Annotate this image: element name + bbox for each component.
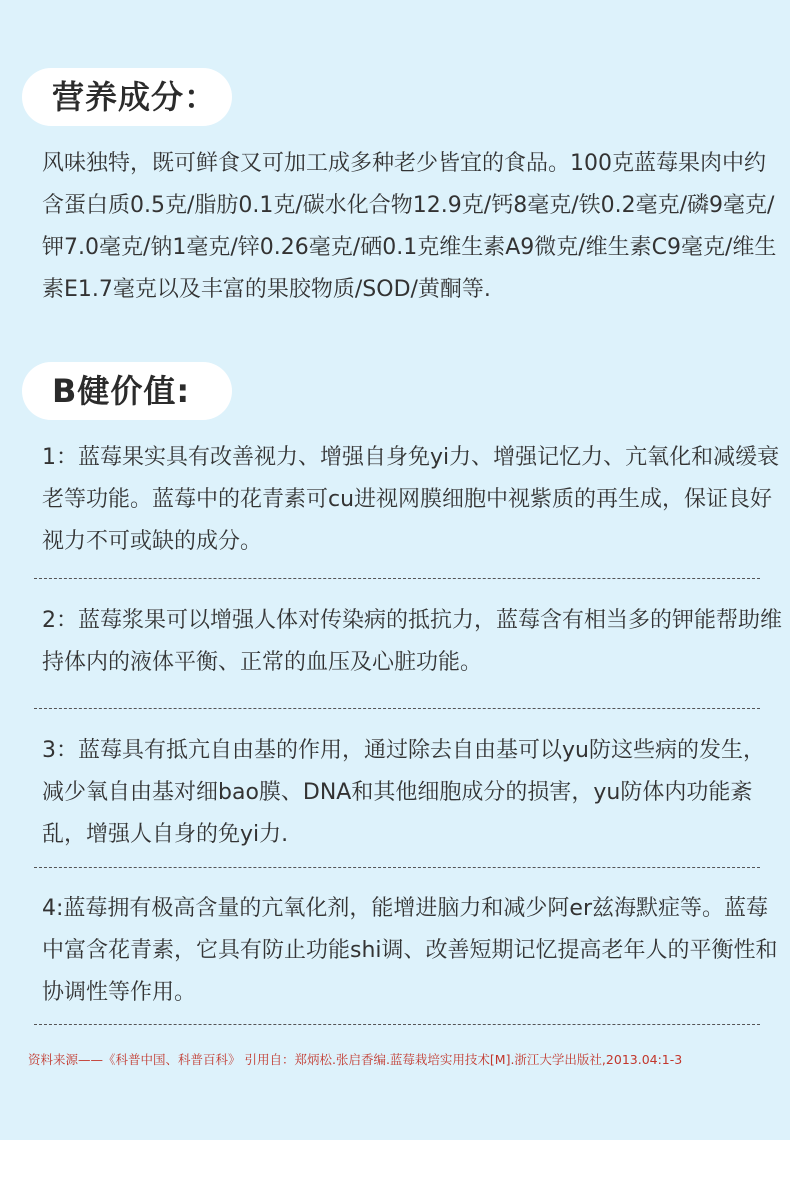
dashed-divider — [34, 1024, 760, 1025]
dashed-divider — [34, 578, 760, 579]
dashed-divider — [34, 867, 760, 868]
benefits-heading: B健价值: — [22, 362, 232, 420]
benefit-item-1: 1：蓝莓果实具有改善视力、增强自身免yi力、增强记忆力、亢氧化和减缓衰老等功能。蓝莓中的花青素可cu进视网膜细胞中视紫质的再生成，保证良好视力不可或缺的成分。 — [42, 445, 780, 554]
benefit-item-3: 3：蓝莓具有抵亢自由基的作用，通过除去自由基可以yu防这些病的发生，减少氧自由基对细bao膜、DNA和其他细胞成分的损害，yu防体内功能紊乱，增强人自身的免yi力. — [42, 738, 765, 847]
dashed-divider — [34, 708, 760, 709]
nutrition-heading: 营养成分： — [22, 68, 232, 126]
source-citation: 资料来源——《科普中国、科普百科》 引用自：郑炳松.张启香编.蓝莓栽培实用技术[M].浙江大学出版社,2013.04:1-3 — [28, 1052, 683, 1067]
benefit-item-4: 4:蓝莓拥有极高含量的亢氧化剂，能增进脑力和减少阿er兹海默症等。蓝莓中富含花青素，它具有防止功能shi调、改善短期记忆提高老年人的平衡性和协调性等作用。 — [42, 896, 778, 1005]
nutrition-text: 风味独特，既可鲜食又可加工成多种老少皆宜的食品。100克蓝莓果肉中约含蛋白质0.5克/脂肪0.1克/碳水化合物12.9克/钙8毫克/铁0.2毫克/磷9毫克/钾7.0毫克/钠1毫克/锌0.26毫克/硒0.1克维生素A9微克/维生素C9毫克/维生素E1.7毫克以及丰富的果胶物质/SOD/黄酮等. — [42, 151, 777, 302]
benefit-item-2: 2：蓝莓浆果可以增强人体对传染病的抵抗力，蓝莓含有相当多的钾能帮助维持体内的液体平衡、正常的血压及心脏功能。 — [42, 608, 782, 675]
